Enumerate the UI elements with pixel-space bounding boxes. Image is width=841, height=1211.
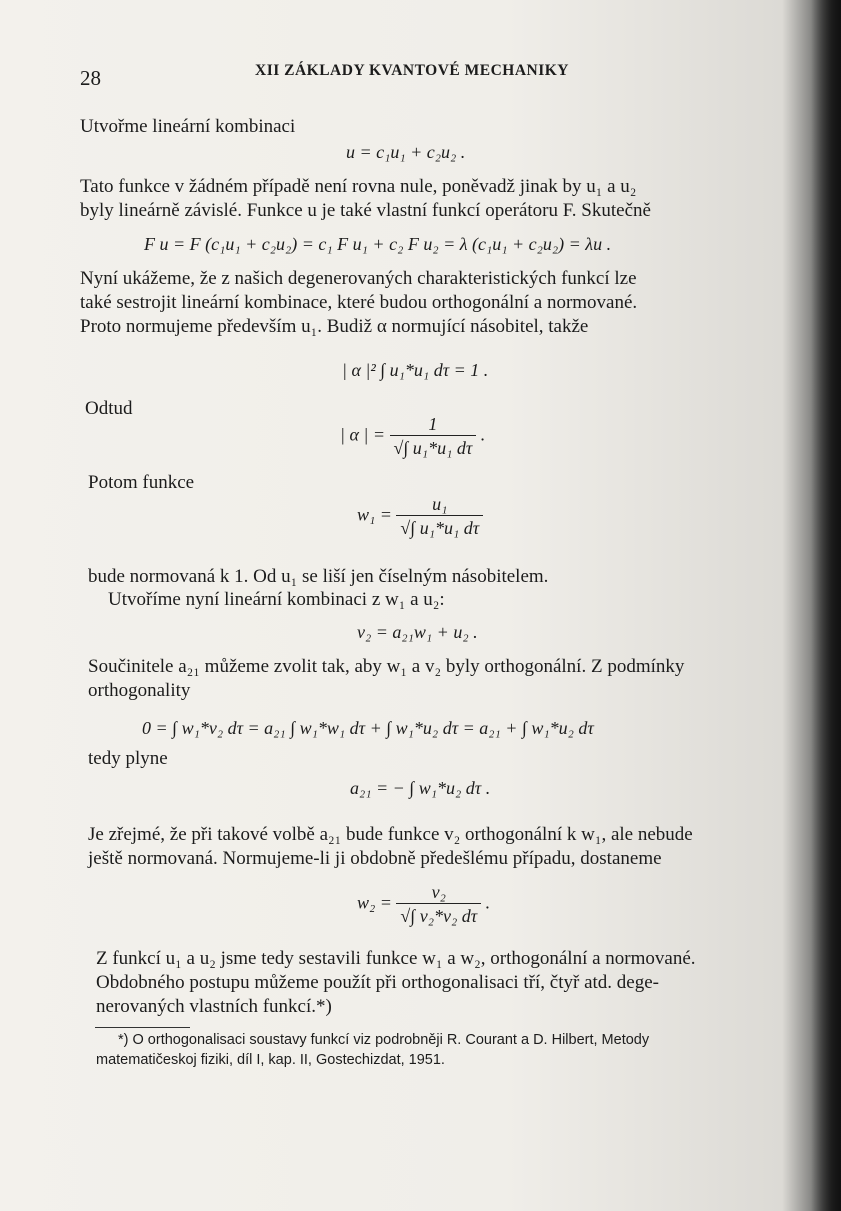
text-line: byly lineárně závislé. Funkce u je také vlastní funkcí operátoru F. Skutečně bbox=[80, 200, 651, 221]
fraction-numerator: u₁ bbox=[432, 494, 448, 514]
equation-w1 bbox=[357, 494, 483, 539]
text-line: Součinitele a₂₁ můžeme zvolit tak, aby w₁ a v₂ byly orthogonální. Z podmínky bbox=[88, 656, 685, 677]
footnote-rule bbox=[95, 1027, 190, 1028]
fraction bbox=[396, 494, 483, 539]
text-line: orthogonality bbox=[88, 680, 191, 701]
text-line: bude normovaná k 1. Od u₁ se liší jen číselným násobitelem. bbox=[88, 566, 549, 587]
equation-linear-combination: u = c₁u₁ + c₂u₂ . bbox=[346, 142, 466, 162]
equation-lhs: | α | = bbox=[340, 424, 385, 445]
text-line: nerovaných vlastních funkcí.*) bbox=[96, 996, 332, 1017]
equation-operator: F u = F (c₁u₁ + c₂u₂) = c₁ F u₁ + c₂ F u₂ = λ (c₁u₁ + c₂u₂) = λu . bbox=[144, 234, 612, 254]
fraction-denominator: √∫ u₁*u₁ dτ bbox=[396, 515, 483, 539]
fraction bbox=[396, 882, 481, 927]
text-line: Potom funkce bbox=[88, 472, 195, 493]
text-line: Odtud bbox=[85, 398, 133, 419]
equation-lhs: w₁ = bbox=[357, 504, 392, 525]
fraction-denominator: √∫ v₂*v₂ dτ bbox=[396, 903, 481, 927]
page-number: 28 bbox=[80, 66, 101, 90]
text-line: Nyní ukážeme, že z našich degenerovaných charakteristických funkcí lze bbox=[80, 268, 637, 289]
text-line: Je zřejmé, že při takové volbě a₂₁ bude funkce v₂ orthogonální k w₁, ale nebude bbox=[88, 824, 693, 845]
footnote-line: *) O orthogonalisaci soustavy funkcí viz podrobněji R. Courant a D. Hilbert, Metody bbox=[118, 1032, 650, 1048]
equation-a21: a₂₁ = − ∫ w₁*u₂ dτ . bbox=[350, 778, 491, 798]
fraction-numerator: v₂ bbox=[431, 882, 446, 902]
fraction bbox=[390, 414, 477, 459]
fraction-denominator: √∫ u₁*u₁ dτ bbox=[390, 435, 477, 459]
equation-v2: v₂ = a₂₁w₁ + u₂ . bbox=[357, 622, 478, 642]
page-edge-shadow bbox=[811, 0, 841, 1211]
text-line: také sestrojit lineární kombinace, které budou orthogonální a normované. bbox=[80, 292, 638, 313]
equation-alpha bbox=[340, 414, 485, 459]
equation-normalization: | α |² ∫ u₁*u₁ dτ = 1 . bbox=[342, 360, 489, 380]
text-line: Z funkcí u₁ a u₂ jsme tedy sestavili funkce w₁ a w₂, orthogonální a normované. bbox=[96, 948, 696, 969]
equation-w2 bbox=[357, 882, 490, 927]
equation-end: . bbox=[480, 424, 486, 445]
chapter-title: XII ZÁKLADY KVANTOVÉ MECHANIKY bbox=[255, 62, 569, 79]
footnote-line: matematičeskoj fiziki, díl I, kap. II, Gostechizdat, 1951. bbox=[96, 1052, 445, 1068]
text-line: Utvořme lineární kombinaci bbox=[80, 116, 296, 137]
text-line: Proto normujeme především u₁. Budiž α normující násobitel, takže bbox=[80, 316, 589, 337]
equation-orthogonality: 0 = ∫ w₁*v₂ dτ = a₂₁ ∫ w₁*w₁ dτ + ∫ w₁*u₂ dτ = a₂₁ + ∫ w₁*u₂ dτ bbox=[142, 718, 594, 738]
equation-lhs: w₂ = bbox=[357, 892, 392, 913]
text-line: ještě normovaná. Normujeme-li ji obdobně předešlému případu, dostaneme bbox=[88, 848, 662, 869]
text-line: tedy plyne bbox=[88, 748, 168, 769]
text-line: Tato funkce v žádném případě není rovna nule, poněvadž jinak by u₁ a u₂ bbox=[80, 176, 637, 197]
text-line: Obdobného postupu můžeme použít při orthogonalisaci tří, čtyř atd. dege- bbox=[96, 972, 659, 993]
equation-end: . bbox=[485, 892, 491, 913]
text-line: Utvoříme nyní lineární kombinaci z w₁ a u₂: bbox=[108, 589, 445, 610]
fraction-numerator: 1 bbox=[428, 414, 438, 434]
